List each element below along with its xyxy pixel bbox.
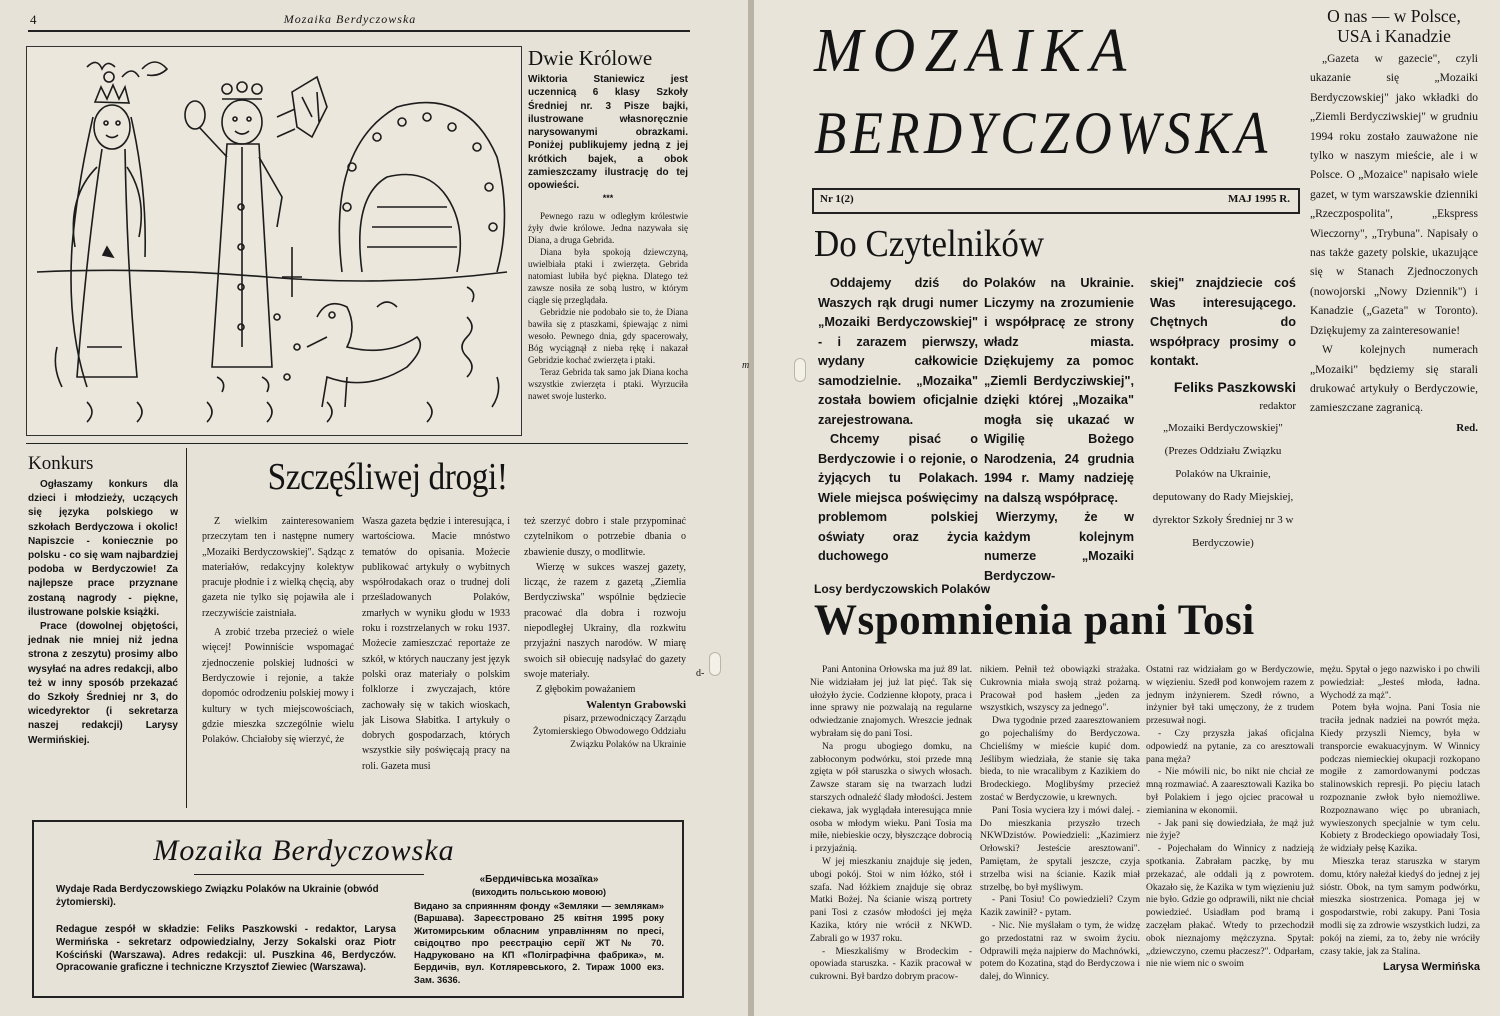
page-number: 4 xyxy=(30,12,37,27)
running-head: Mozaika Berdyczowska xyxy=(283,12,417,26)
tosi-col2 xyxy=(980,664,1140,984)
masthead-ua-body: Видано за сприянням фонду «Земляки — землякам» (Варшава). Зареєстровано 25 квітня 1995 року Житомирським обласним управлінням по пресі, свідоцтво про реєстрацію серії ЖТ № 70. Надруковано на КП «Поліграфічна фабрика», м. Бердичів, вул. Котляревського, 2. Тираж 1000 екз. Зам. 3636. xyxy=(414,901,664,985)
konkurs-p2: Prace (dowolnej objętości, jednak nie mniej niż jedna strona z zeszytu) prosimy albo wysyłać na adres redakcji, albo też w inny sposób przekazać do Szkoły Średniej nr 3, do wicedyrektor (i sekretarza naszej redakcji) Larysy Wermińskiej. xyxy=(28,621,178,746)
head-rule xyxy=(28,30,690,32)
konkurs-title: Konkurs xyxy=(28,453,94,474)
drogi-col3-p1: też szerzyć dobro i stale przypominać czytelnikom o potrzebie dbania o zbawienie duszy, o modlitwie. xyxy=(524,516,686,558)
tosi-c2-p4: - Pani Tosiu! Co powiedzieli? Czym Kazik zawinił? - pytam. xyxy=(980,895,1140,919)
dwie-title: Dwie Królowe xyxy=(528,46,653,70)
margin-mark-1: m xyxy=(742,360,750,371)
tosi-col1 xyxy=(810,664,972,984)
tosi-c3-p4: - Jak pani się dowiedziała, że mąż już nie żyje? xyxy=(1146,818,1314,842)
ground-line xyxy=(37,270,507,281)
tosi-c3-p2: - Czy przyszła jakaś oficjalna odpowiedź na pytanie, za co aresztowali pana męża? xyxy=(1146,728,1314,765)
tosi-c1-p4: - Mieszkaliśmy w Brodeckim - opowiada staruszka. - Kazik pracował w cukrowni. Był bardzo dobrym pracow- xyxy=(810,946,972,983)
czyt-title: Do Czytelników xyxy=(814,223,1045,265)
drawing-illustration xyxy=(27,47,520,434)
section-rule xyxy=(26,443,688,444)
drogi-sig-role: pisarz, przewodniczący Zarządu Żytomierskiego Obwodowego Oddziału Związku Polaków na Ukrainie xyxy=(532,713,686,750)
onas-article xyxy=(1310,6,1478,438)
issue-date: MAJ 1995 R. xyxy=(1227,193,1290,205)
masthead-box xyxy=(32,820,684,998)
left-page xyxy=(0,0,748,1016)
punch-hole-2 xyxy=(709,652,721,676)
tosi-c2-p5: - Nic. Nie myślałam o tym, że widzę go przedostatni raz w swoim życiu. Odprawili męża najpierw do Machnówki, potem do Kozatina, stąd do Berdyczowa i dalej, do Winnicy. xyxy=(980,920,1140,983)
title-line-1: MOZAIKA xyxy=(814,17,1136,85)
czyt-col2-p2: Wierzymy, że w każdym kolejnym numerze „Mozaiki Berdyczow- xyxy=(984,510,1134,583)
onas-title: O nas — w Polsce, USA i Kanadzie xyxy=(1327,6,1461,46)
dwie-intro: Wiktoria Staniewicz jest uczennicą 6 klasy Szkoły Średniej nr. 3 Pisze bajki, ilustrowane własnoręcznie narysowanymi obrazkami. Poniżej publikujemy jedną z jej krótkich bajek, a obok zamieszczamy ilustrację do tej opowieści. xyxy=(528,74,688,192)
masthead-ua-title: «Бердичівська мозаїка» xyxy=(479,874,599,885)
dwie-krolowe-article xyxy=(528,46,688,402)
drogi-col3-p2: Wierzę w sukces waszej gazety, licząc, że razem z gazetą „Ziemlia Berdycziwska" wspólnie będziecie pracować dla dobra i rozwoju niepodległej Ukrainy, dla rozkwitu przyjaźni naszych narodów. W miarę swoich sił obiecuję nadsyłać do gazety swoje materiały. xyxy=(524,561,686,680)
dwie-story-p1: Pewnego razu w odległym królestwie żyły dwie królowe. Jedna nazywała się Diana, a druga Gebrida. xyxy=(528,210,688,245)
creature xyxy=(307,302,420,407)
drogi-col2: Wasza gazeta będzie i interesująca, i wartościowa. Macie mnóstwo tematów do opisania. Możecie publikować artykuły o wybitnych współrodakach oraz o trudnej doli prześladowanych Polaków, zmarłych w wyniku głodu w 1933 roku i rozstrzelanych w roku 1937. Możecie zamieszczać reportaże ze szkół, w których nauczany jest język polski oraz materiały o polskim folklorze i zwyczajach, które zachowały się w takich wioskach, jak Lisowa Słabitka. I artykuły o dobrych gospodarzach, których wszystkie siły poświęcają pracy na roli. Gazeta musi xyxy=(362,516,510,772)
masthead-ua-sub: (виходить польською мовою) xyxy=(471,887,607,897)
czyt-col1-p2: Chcemy pisać o Berdyczowie i o rejonie, o żyjących tu Polakach. Wiele miejsca poświęcimy problemom polskiej oświaty oraz życia duchowego xyxy=(818,432,978,563)
hand-of-god xyxy=(292,77,327,137)
queen-gebrida xyxy=(185,82,282,392)
tosi-c2-p1: nikiem. Pełnił też obowiązki strażaka. Cukrownia miała swoją straż pożarną. Pracował pod hasłem „jeden za wszystkich, wszyscy za jednego". xyxy=(980,665,1140,714)
tosi-c1-p3: W jej mieszkaniu znajduje się jeden, ubogi pokój. Stoi w nim łóżko, stół i szafa. Nad łóżkiem znajduje się obraz Matki Bożej. Na ścianie wiszą portrety pani Tosi z czasów młodości jej męża Kazika, który nie wrócił z NKWD. Zabrali go w 1937 roku. xyxy=(810,856,972,944)
tosi-c3-p3: - Nie mówili nic, bo nikt nie chciał ze mną rozmawiać. A zaaresztowali Kazika bo był Polakiem i jego ojciec pracował u ziemianina w ekonomii. xyxy=(1146,767,1314,816)
tosi-c3-p1: Ostatni raz widziałam go w Berdyczowie, w więzieniu. Szedł pod konwojem razem z jednym inżynierem. Szedł równo, a inżynier był taki umęczony, że z trudem przesuwał nogi. xyxy=(1146,665,1314,727)
tosi-c4-p1: mężu. Spytał o jego nazwisko i po chwili powiedział: „Jesteś młoda, ładna. Wychodź za mąż". xyxy=(1320,665,1480,701)
masthead-staff: Redague zespół w składzie: Feliks Paszkowski - redaktor, Larysa Wermińska - sekretarz odpowiedzialny, Jerzy Sokalski oraz Piotr Kościński (Warszawa). Adres redakcji: ul. Puszkina 46, Berdyczów. Opracowanie graficzne i techniczne Krzysztof Ziewiec (Warszawa). xyxy=(56,924,396,974)
tosi-col3 xyxy=(1146,664,1314,971)
onas-p2: W kolejnych numerach „Mozaiki" będziemy się starali drukować artykuły o Berdyczowie, zamieszczane zagranicą. xyxy=(1310,344,1478,415)
tosi-sign: Larysa Wermińska xyxy=(1382,961,1480,974)
tosi-c4-p2: Potem była wojna. Pani Tosia nie traciła jednak nadziei na powrót męża. Kiedy przyszli Niemcy, była w transporcie ewakuacyjnym. W Winnicy podczas niemieckiej okupacji rozkopano mogiłe z zamordowanymi podczas stalinowskich represji. Po pięciu latach rozpoznanie zwłok było niemożliwe. Rozpoznawano więc po ubraniach, wywieszonych specjalnie w tym celu. Kobiety z Brodeckiego opowiadały Tosi, że widziały pełsę Kazika. xyxy=(1320,703,1480,855)
dwie-story-p4: Teraz Gebrida tak samo jak Diana kocha wszystkie zwierzęta i ptaki. Wyrzuciła nawet swoje lusterko. xyxy=(528,366,688,401)
czyt-col1-p1: Oddajemy dziś do Waszych rąk drugi numer „Mozaiki Berdyczowskiej" - i zarazem pierwszy, wydany całkowicie samodzielnie. „Mozaika" została bowiem oficjalnie zarejestrowana. xyxy=(818,276,978,427)
tosi-kicker: Losy berdyczowskich Polaków xyxy=(814,582,991,596)
masthead-title: Mozaika Berdyczowska xyxy=(153,834,455,867)
czyt-sign-role: redaktor xyxy=(1259,400,1296,412)
onas-p1: „Gazeta w gazecie", czyli ukazanie się „Mozaiki Berdyczowskiej" jako wkładki do „Ziemli Berdycziwskiej" w grudniu 1994 roku zostało zauważone nie tylko w naszym mieście, ale i w Polsce. O „Mozaice" napisało wiele gazet, w tym warszawskie dzienniki „Rzeczpospolita", „Ekspress Wieczorny", „Trybuna". Napisały o nas także gazety polskie, ukazujące się w Stanach Zjednoczonych (nowojorski „Nowy Dziennik") i Kanadzie („Gazeta" w Toronto). Dziękujemy za zainteresowanie! xyxy=(1310,53,1478,337)
tosi-c2-p2: Dwa tygodnie przed zaaresztowaniem go pojechaliśmy do Berdyczowa. Chcieliśmy w mieście kupić dom. Jeślibym wiedziała, że stanie się taka bieda, to nie wracalibym z Kazikiem do Brodeckiego. Moglibyśmy przecież zostać w Berdyczowie, u krewnych. xyxy=(980,716,1140,803)
masthead-publisher: Wydaje Rada Berdyczowskiego Związku Polaków na Ukrainie (obwód żytomierski). xyxy=(56,884,379,908)
drogi-signature: Walentyn Grabowski xyxy=(586,698,686,711)
tosi-c1-p1: Pani Antonina Orłowska ma już 89 lat. Nie widziałam jej już lat pięć. Tak się ułożyło życie. Codzienne kłopoty, praca i inne sprawy nie pozwalają na regularne odwiedzanie znajomych. Wreszcie jednak wybrałam się do pani Tosi. xyxy=(810,665,972,739)
punch-hole-1 xyxy=(794,358,806,382)
czyt-col3-p1: skiej" znajdziecie coś Was interesującego. Chętnych do współpracy prosimy o kontakt. xyxy=(1150,276,1296,368)
drogi-col1-p2: A zrobić trzeba przecież o wiele więcej! Powinniście wspomagać zjednoczenie polskiej ludności w Berdyczowie i rejonie, a także dopomóc odrodzeniu polskiej mowy i kultury w tych miejscowościach, gdzie mieszka szczególnie wielu Polaków. Chciałoby się wierzyć, że xyxy=(202,627,354,746)
children-drawing xyxy=(26,46,522,436)
czyt-article xyxy=(814,218,1304,583)
tosi-col4 xyxy=(1320,664,1480,974)
tosi-title: Wspomnienia pani Tosi xyxy=(814,597,1255,644)
tosi-article xyxy=(814,582,1494,646)
czyt-sign: Feliks Paszkowski xyxy=(1173,378,1296,395)
czyt-col2-p1: Polaków na Ukrainie. Liczymy na zrozumienie i współpracę ze strony władz miasta. Dziękujemy za pomoc „Ziemli Berdycziwskiej", dzięki której „Mozaika" mogła się ukazać w Wigilię Bożego Narodzenia, 24 grudnia 1994 r. Mamy nadzieję na dalszą współpracę. xyxy=(984,276,1134,505)
czyt-sign-text: „Mozaiki Berdyczowskiej" (Prezes Oddziału Związku Polaków na Ukrainie, deputowany do Rady Miejskiej, dyrektor Szkoły Średniej nr 3 w Berdyczowie) xyxy=(1152,421,1294,549)
konkurs-p1: Ogłaszamy konkurs dla dzieci i młodzieży, uczących się języka polskiego w szkołach Berdyczowa i okolic! Napiszcie - koniecznie po polsku - co się wam najbardziej podoba w Berdyczowie! Za najlepsze prace przyznane zostaną nagrody - piękne, ilustrowane polskie książki. xyxy=(28,479,178,618)
onas-sign: Red. xyxy=(1456,421,1478,434)
dwie-story-p3: Gebridzie nie podobało sie to, że Diana bawiła się z ptaszkami, śpiewając z nimi wesoło. Pewnego dnia, gdy spacerowały, Bóg wyciągnął z nieba rękę i nakazał Gebridzie kochać zwierzęta i ptaki. xyxy=(528,306,688,365)
margin-mark-2: d- xyxy=(696,668,705,679)
konkurs-article xyxy=(28,452,178,748)
tosi-c1-p2: Na progu ubogiego domku, na zabłoconym podwórku, stoi przede mną zgięta w pół staruszka o siwych włosach. Zawsze staram się na twarzach ludzi starszych odnaleźć ślady młodości. Jestem ciekawa, jak wyglądała interesująca mnie osoba w młodym wieku. Pani Tosia ma miłe, niebieskie oczy, błyszczące dobrocią i przyjaźnią. xyxy=(810,741,972,855)
masthead-rule xyxy=(194,874,424,875)
dwie-stars: *** xyxy=(602,192,614,203)
drogi-article xyxy=(194,446,690,772)
squiggle xyxy=(462,317,472,377)
drogi-col1-p1: Z wielkim zainteresowaniem przeczytam ten i następne numery „Mozaiki Berdyczowskiej". Sądząc z materiałów, redakcyjny kolektyw pracuje płodnie i z wielką chęcią, aby gazeta nie tylko się pojawiła ale i rzeczywiście zaistniała. xyxy=(202,516,354,619)
issue-number: Nr 1(2) xyxy=(820,193,854,205)
drogi-title: Szczęśliwej drogi! xyxy=(267,456,508,498)
tosi-c3-p5: - Pojechałam do Winnicy z nadzieją spotkania. Zabrałam paczkę, by mu przekazać, ale oddali ją z powrotem. Okazało się, że Kazika w tym więzieniu już nie było. Gdzie go odprawili, nikt nie chciał powiedzieć. Usiadłam pod bramą i zaczęłam płakać. Wtedy to przechodził obok nieznajomy mężczyzna. Spytał: „dziewczyno, czemu płaczesz?". Odparłam, nie nie wiem nic o swoim xyxy=(1146,844,1314,970)
drogi-col3-p3: Z głębokim poważaniem xyxy=(536,684,636,696)
birds xyxy=(87,62,167,82)
dome-cave xyxy=(339,103,504,272)
tosi-c4-p3: Mieszka teraz staruszka w starym domu, który nałeżał kiedyś do jednej z jej sióstr. Obok, na tym samym podwórku, mieszka siostrzenica. Pomaga jej w gospodarstwie, robi zakupy. Pani Tosia modli się za zdrowie wszystkich ludzi, za pokój na ziemi, za to, żeby nie wróciły czasy takie, jak za Stalina. xyxy=(1320,856,1480,957)
issue-bar xyxy=(812,188,1300,214)
tosi-c2-p3: Pani Tosia wyciera łzy i mówi dalej. - Do mieszkania przyszło trzech NKWDzistów. Powiedzieli: „Kazimierz Orłowski? Jesteście aresztowani". Pamiętam, że spytali jeszcze, czyja strzelba wisi na ścianie. Kazik miał strzelbę, bo był myśliwym. xyxy=(980,805,1140,893)
column-rule xyxy=(186,448,187,808)
title-line-2: BERDYCZOWSKA xyxy=(814,100,1272,166)
dwie-story-p2: Diana była spokoją dziewczyną, uwielbiała ptaki i zwierzęta. Gebrida natomiast lubiła być piękna. Dlatego też zawsze nosiła ze sobą lustro, w którym ciągle się przeglądała. xyxy=(528,246,688,305)
right-page xyxy=(696,0,1500,1016)
queen-diana xyxy=(71,85,145,387)
